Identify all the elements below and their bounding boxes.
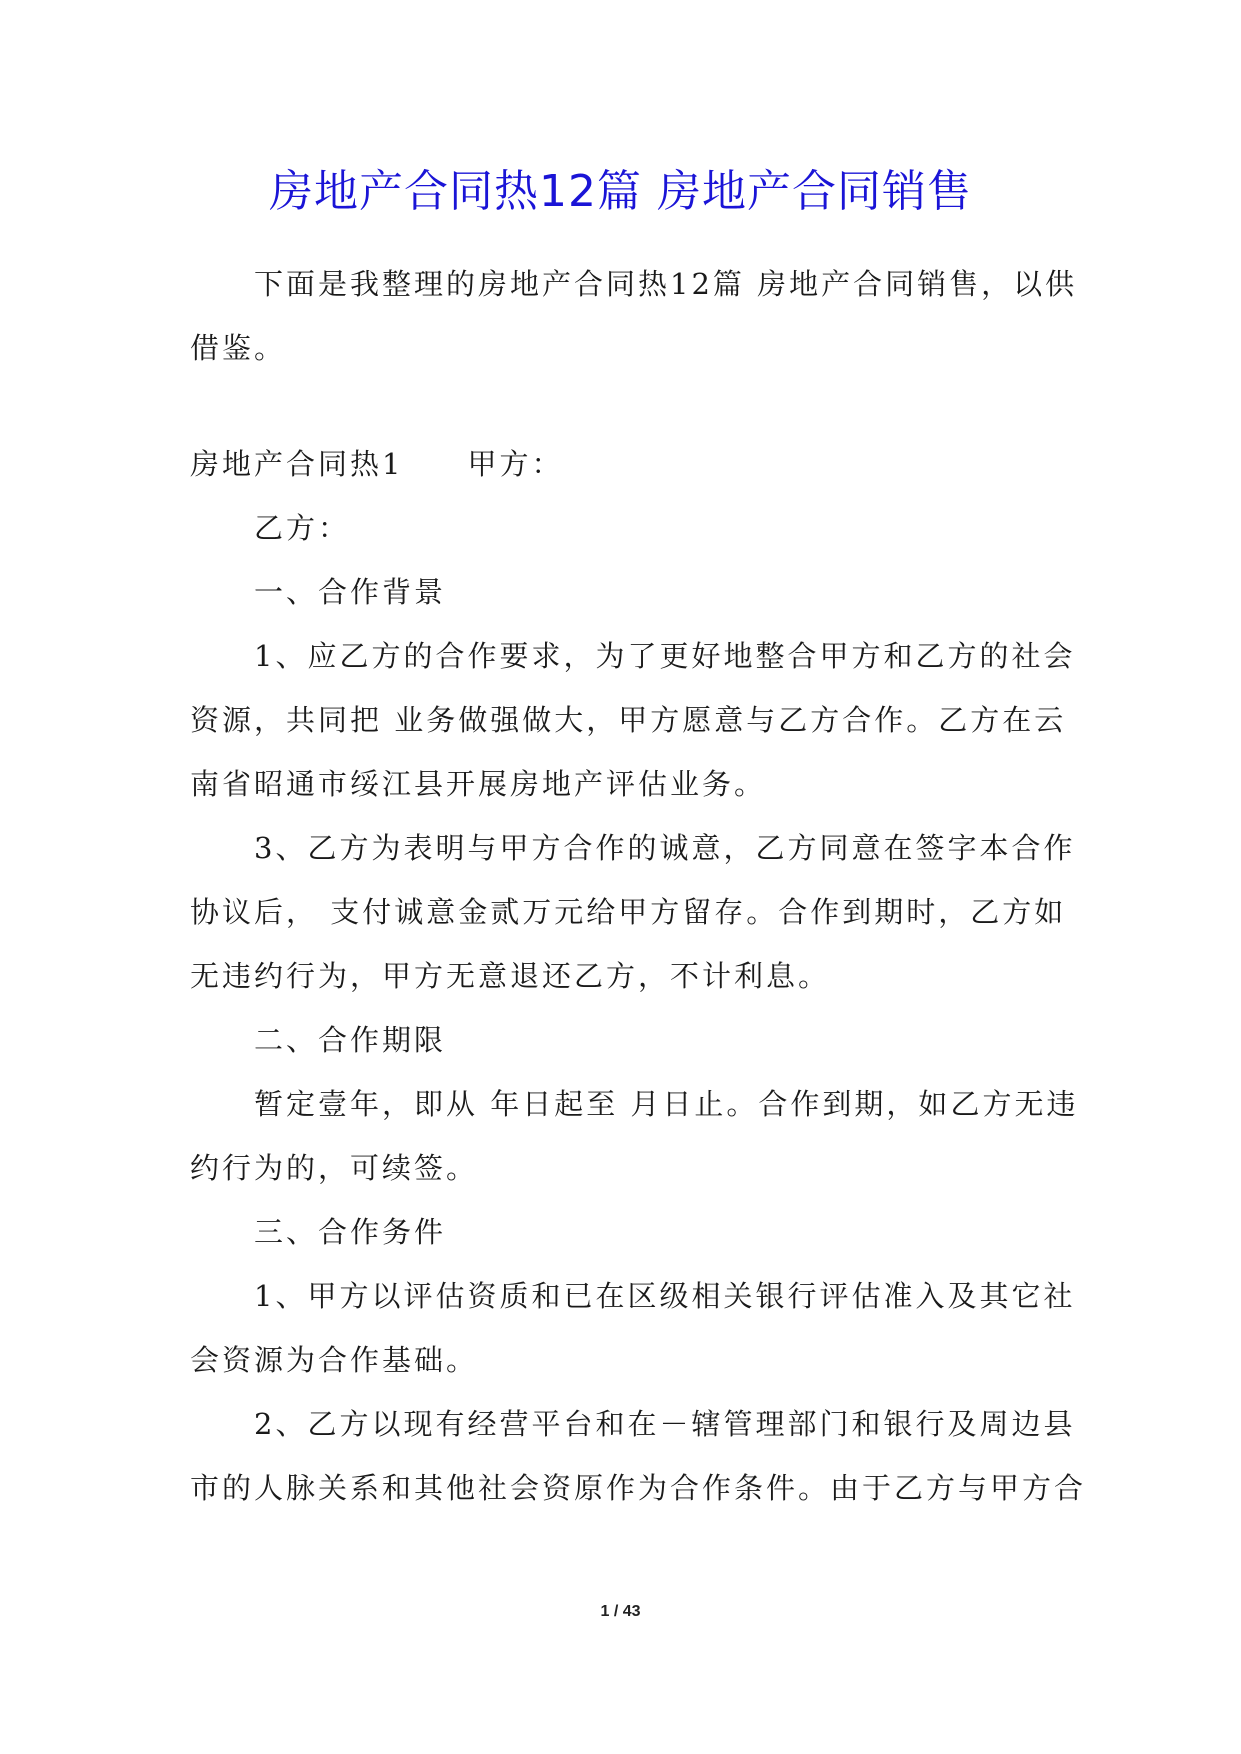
- text-line: 借鉴。: [190, 331, 287, 365]
- text-line: 资源，共同把 业务做强做大，甲方愿意与乙方合作。乙方在云: [190, 703, 1067, 737]
- text-line: 南省昭通市绥江县开展房地产评估业务。: [190, 767, 767, 801]
- text-line: 下面是我整理的房地产合同热12篇 房地产合同销售，以供: [254, 267, 1078, 301]
- text-line: 1、应乙方的合作要求，为了更好地整合甲方和乙方的社会: [254, 639, 1076, 673]
- text-line: 协议后， 支付诚意金贰万元给甲方留存。合作到期时，乙方如: [190, 895, 1067, 929]
- party-b-label: 乙方：: [254, 511, 351, 545]
- section-1: [190, 432, 1087, 1520]
- text-line: 2、乙方以现有经营平台和在－辖管理部门和银行及周边县: [254, 1407, 1076, 1441]
- text-line: 会资源为合作基础。: [190, 1343, 479, 1377]
- heading-cooperation-conditions: 三、合作务件: [254, 1215, 447, 1249]
- text-line: 无违约行为，甲方无意退还乙方，不计利息。: [190, 959, 831, 993]
- text-line: 约行为的，可续签。: [190, 1151, 479, 1185]
- text-line: 市的人脉关系和其他社会资原作为合作条件。由于乙方与甲方合: [190, 1471, 1087, 1505]
- section-heading: 房地产合同热1: [190, 447, 404, 481]
- section-heading-line: [190, 432, 1050, 496]
- text-line: 3、乙方为表明与甲方合作的诚意，乙方同意在签字本合作: [254, 831, 1076, 865]
- heading-cooperation-term: 二、合作期限: [254, 1023, 447, 1057]
- page-number: 1 / 43: [600, 1603, 641, 1620]
- document-title: 房地产合同热12篇 房地产合同销售: [269, 166, 972, 217]
- intro-paragraph: [190, 252, 1078, 380]
- text-line: 暂定壹年，即从 年日起至 月日止。合作到期，如乙方无违: [254, 1087, 1079, 1121]
- heading-cooperation-background: 一、合作背景: [254, 575, 447, 609]
- text-line: 1、甲方以评估资质和已在区级相关银行评估准入及其它社: [254, 1279, 1076, 1313]
- party-a-label: 甲方：: [467, 447, 564, 481]
